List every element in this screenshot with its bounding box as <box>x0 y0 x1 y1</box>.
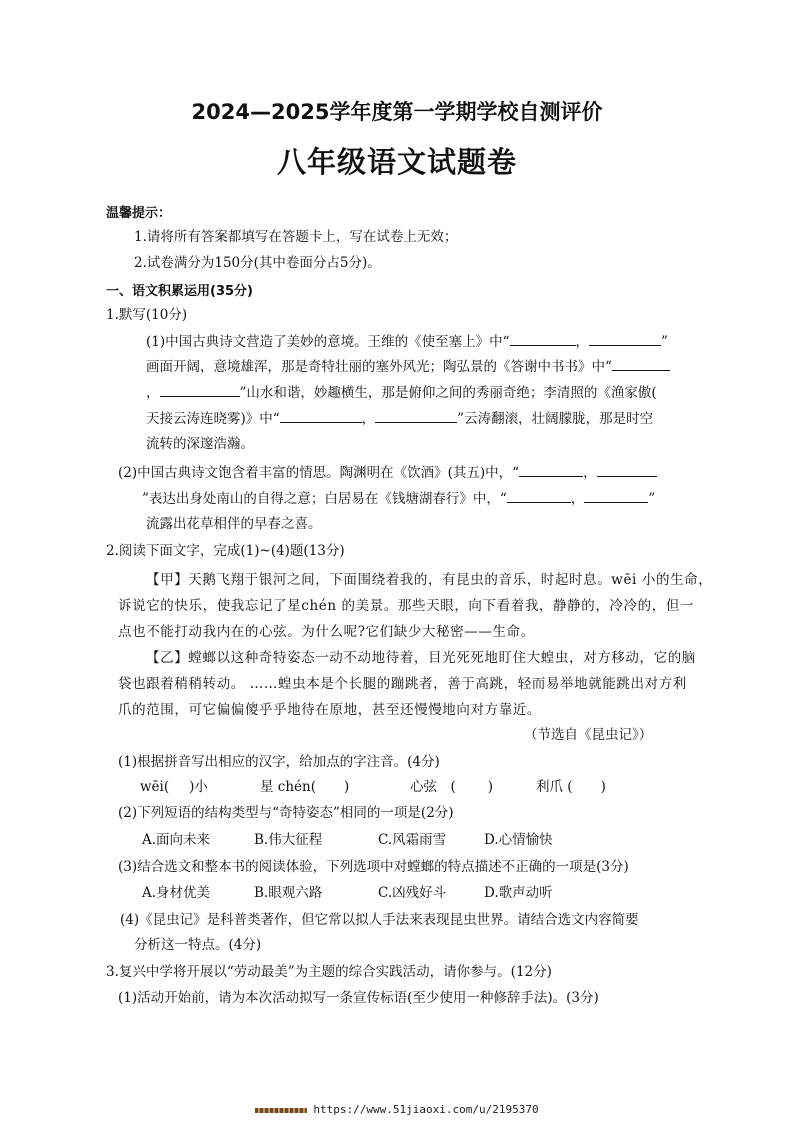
passage-jia-line2: 诉说它的快乐，使我忘记了星chén 的美景。那些天眼，向下看着我，静静的，冷冷的，但一 <box>118 598 695 614</box>
q1-p1-line1 <box>146 331 668 352</box>
q3-label: 3.复兴中学将开展以“劳动最美”为主题的综合实践活动，请你参与。(12分) <box>106 964 552 980</box>
passage-yi-line3: 爪的范围，可它偏偏傻乎乎地待在原地，甚至还慢慢地向对方靠近。 <box>118 702 541 718</box>
tips-heading: 温馨提示： <box>106 206 172 221</box>
q2-sub2-option-d: D.心情愉快 <box>484 832 553 848</box>
close-paren: ) <box>344 779 350 795</box>
answer-blank <box>519 462 583 477</box>
pinyin-chen: 星 chén( <box>260 779 316 795</box>
q2-sub1: (1)根据拼音写出相应的汉字，给加点的字注音。(4分) <box>118 754 440 770</box>
q1-comma: ， <box>146 385 160 401</box>
answer-blank <box>280 408 362 423</box>
q1-p2-line2-text: ”表达出身处南山的自得之意；白居易在《钱塘湖春行》中，“ <box>142 491 507 507</box>
footer <box>0 1103 794 1116</box>
footer-url[interactable]: https://www.51jiaoxi.com/u/2195370 <box>313 1103 539 1116</box>
char-xiao: )小 <box>189 779 208 795</box>
close-paren: ) <box>600 779 606 795</box>
word-lizhua: 利爪 ( <box>536 779 573 795</box>
answer-blank <box>589 331 661 346</box>
site-logo-icon <box>255 1108 307 1113</box>
q1-p2-line1-text: (2)中国古典诗文饱含着丰富的情思。陶渊明在《饮酒》(其五)中，“ <box>118 465 520 481</box>
q1-comma: ， <box>361 411 376 427</box>
q2-sub3-option-a: A.身材优美 <box>142 885 211 901</box>
q2-sub4-line1: (4)《昆虫记》是科普类著作，但它常以拟人手法来表现昆虫世界。请结合选文内容简要 <box>120 912 639 928</box>
section1-heading: 一、语文积累运用(35分) <box>106 284 253 299</box>
q1-comma: ， <box>575 334 590 350</box>
answer-blank <box>584 488 648 503</box>
q1-p1-line3-text: ”山水和谐，妙趣横生，那是俯仰之间的秀丽奇绝；李清照的《渔家傲( <box>239 385 657 401</box>
q2-sub2-option-a: A.面向未来 <box>142 832 211 848</box>
passage-yi-line1: 【乙】螳螂以这种奇特姿态一动不动地待着，目光死死地盯住大蝗虫，对方移动，它的脑 <box>146 650 696 666</box>
q1-close-quote: ” <box>648 491 656 507</box>
q2-sub4-line2: 分析这一特点。(4分) <box>134 937 262 953</box>
q1-p1-line3 <box>146 382 657 403</box>
exam-title-year: 2024—2025学年度第一学期学校自测评价 <box>191 100 603 124</box>
answer-blank <box>160 382 240 397</box>
tips-item-1: 1.请将所有答案都填写在答题卡上，写在试卷上无效； <box>134 229 458 245</box>
q2-sub1-item-a <box>140 777 208 797</box>
q2-sub2: (2)下列短语的结构类型与“奇特姿态”相同的一项是(2分) <box>118 805 454 821</box>
q3-sub1: (1)活动开始前，请为本次活动拟写一条宣传标语(至少使用一种修辞手法)。(3分) <box>118 990 599 1006</box>
tips-item-2: 2.试卷满分为150分(其中卷面分占5分)。 <box>134 255 381 271</box>
q1-p1-line2-text: 画面开阔，意境雄浑，那是奇特壮丽的塞外风光；陶弘景的《答谢中书书》中“ <box>146 359 612 375</box>
q2-label: 2.阅读下面文字，完成(1)~(4)题(13分) <box>106 543 345 559</box>
q2-sub3-option-b: B.眼观六路 <box>254 885 323 901</box>
q1-comma: ， <box>570 491 585 507</box>
answer-blank <box>375 408 457 423</box>
answer-blank <box>507 488 571 503</box>
passage-jia-line1: 【甲】天鹅飞翔于银河之间，下面围绕着我的，有昆虫的音乐，时起时息。wēi 小的生命， <box>146 572 713 588</box>
q1-p2-line1 <box>118 462 657 483</box>
q1-p1-line1-text: (1)中国古典诗文营造了美妙的意境。王维的《使至塞上》中“ <box>146 334 510 350</box>
q2-sub3: (3)结合选文和整本书的阅读体验，下列选项中对螳螂的特点描述不正确的一项是(3分) <box>118 859 629 875</box>
q1-p2-line2 <box>142 488 655 509</box>
pinyin-wei: wēi( <box>140 779 170 795</box>
q2-sub1-item-d <box>536 777 606 797</box>
q1-close-quote: ” <box>661 334 668 350</box>
q2-sub1-item-b <box>260 777 349 797</box>
q1-p1-line4 <box>146 408 653 429</box>
answer-blank <box>510 331 576 346</box>
word-xinxian: 心弦 ( <box>410 779 456 795</box>
answer-blank <box>612 356 670 371</box>
q2-sub2-option-c: C.风霜雨雪 <box>378 832 447 848</box>
answer-blank <box>597 462 657 477</box>
q2-sub3-option-c: C.凶残好斗 <box>378 885 447 901</box>
q2-sub2-option-b: B.伟大征程 <box>254 832 323 848</box>
q1-p1-line4-text: 天接云涛连晓雾)》中“ <box>146 411 280 427</box>
q1-label: 1.默写(10分) <box>106 307 188 323</box>
q1-p2-line3: 流露出花草相伴的早春之喜。 <box>146 516 322 532</box>
close-paren: ) <box>487 779 494 795</box>
q1-p1-line2 <box>146 356 670 377</box>
passage-yi-line2: 袋也跟着稍稍转动。 ……蝗虫本是个长腿的蹦跳者，善于高跳，轻而易举地就能跳出对方利 <box>118 676 687 692</box>
q2-sub3-option-d: D.歌声动听 <box>484 885 553 901</box>
q1-p1-line4-end: ”云涛翻滚，壮阔朦胧，那是时空 <box>457 411 654 427</box>
passage-source: （节选自《昆虫记》） <box>524 727 653 743</box>
q1-comma: ， <box>583 465 597 481</box>
q2-sub1-item-c <box>410 777 493 797</box>
exam-title-subject: 八年级语文试题卷 <box>276 145 517 179</box>
q1-p1-line5: 流转的深邃浩瀚。 <box>146 436 254 452</box>
passage-jia-line3: 点也不能打动我内在的心弦。为什么呢?它们缺少大秘密——生命。 <box>118 624 535 640</box>
